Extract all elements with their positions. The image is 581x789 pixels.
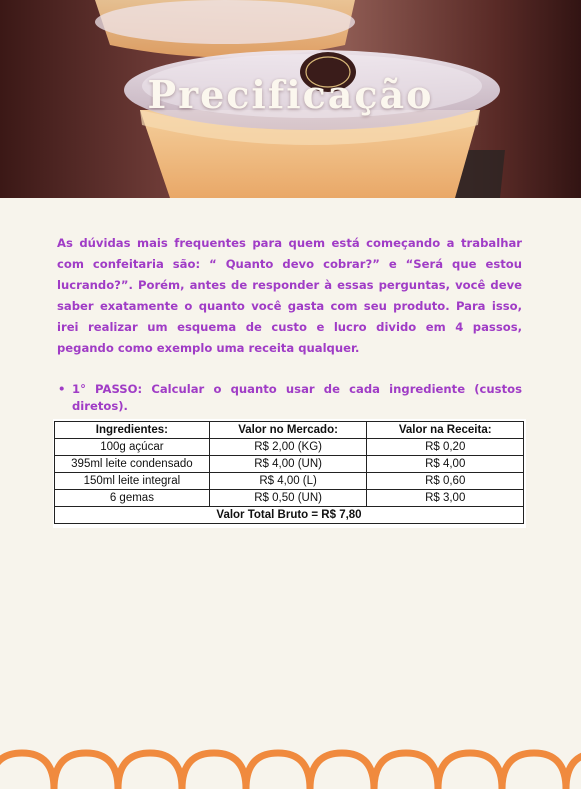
cell-market-value: R$ 4,00 (L): [209, 473, 367, 490]
cell-recipe-value: R$ 0,20: [367, 439, 524, 456]
step-1-text: 1° PASSO: Calcular o quanto usar de cada ingrediente (custos diretos).: [72, 382, 522, 413]
cell-recipe-value: R$ 3,00: [367, 490, 524, 507]
table-row: [55, 490, 524, 507]
cost-table-container: [53, 419, 526, 528]
page-title: Precificação: [147, 72, 434, 117]
cell-recipe-value: R$ 4,00: [367, 456, 524, 473]
scallop-wave: [0, 753, 581, 789]
total-value: Valor Total Bruto = R$ 7,80: [55, 507, 524, 524]
cell-market-value: R$ 4,00 (UN): [209, 456, 367, 473]
table-header-row: [55, 422, 524, 439]
cell-recipe-value: R$ 0,60: [367, 473, 524, 490]
header-recipe-value: Valor na Receita:: [367, 422, 524, 439]
intro-paragraph: As dúvidas mais frequentes para quem está começando a trabalhar com confeitaria são: “ Quanto devo cobrar?” e “Será que estou lucrando?”. Porém, antes de responder à essas perguntas, você deve saber exatamente o quanto você gasta com seu produto. Para isso, irei realizar um esquema de custo e lucro divido em 4 passos, pegando como exemplo uma receita qualquer.: [57, 236, 522, 355]
cell-ingredient: 150ml leite integral: [55, 473, 210, 490]
cell-market-value: R$ 2,00 (KG): [209, 439, 367, 456]
table-row: [55, 473, 524, 490]
cell-ingredient: 395ml leite condensado: [55, 456, 210, 473]
header-market-value: Valor no Mercado:: [209, 422, 367, 439]
bullet-marker: •: [58, 382, 66, 396]
cell-ingredient: 100g açúcar: [55, 439, 210, 456]
step-1-item: [57, 381, 522, 415]
scallop-border-decoration: [0, 739, 581, 789]
cell-market-value: R$ 0,50 (UN): [209, 490, 367, 507]
header-ingredients: Ingredientes:: [55, 422, 210, 439]
cost-table: [54, 421, 524, 524]
table-row: [55, 456, 524, 473]
table-row: [55, 439, 524, 456]
table-total-row: [55, 507, 524, 524]
content-area: [57, 233, 522, 415]
header-banner: [0, 0, 581, 198]
cell-ingredient: 6 gemas: [55, 490, 210, 507]
